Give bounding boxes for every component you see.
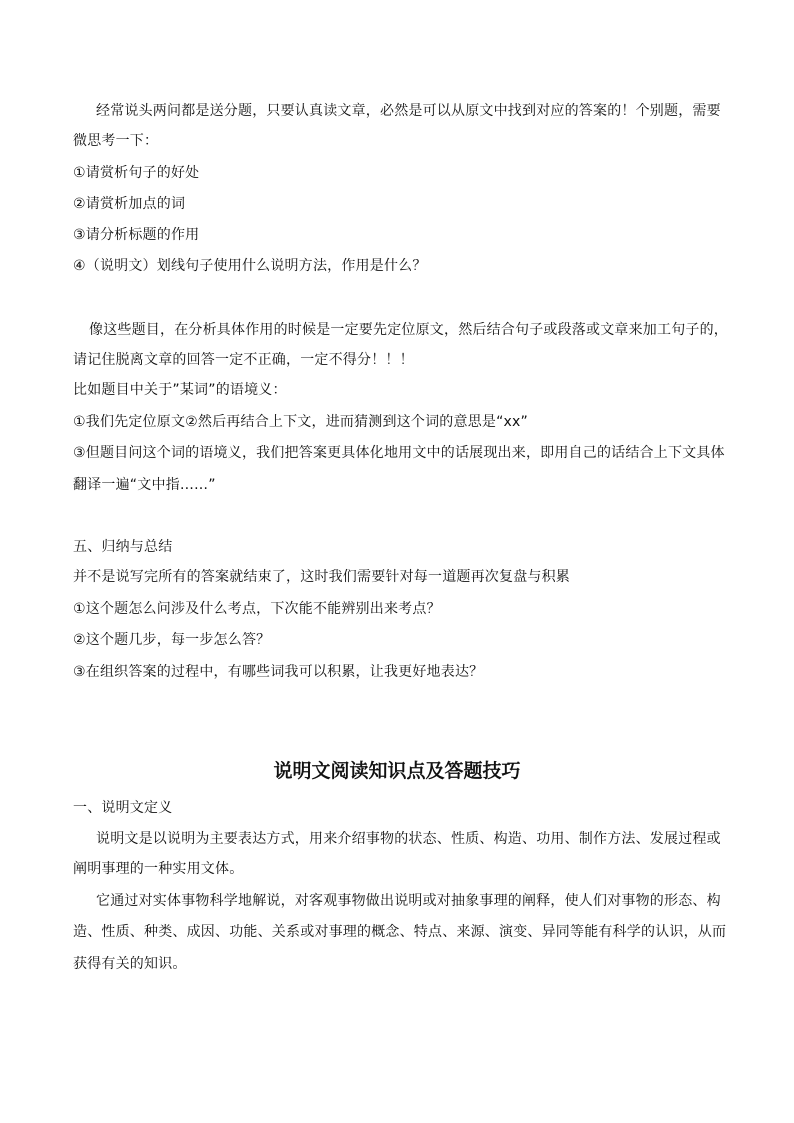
intro-paragraph-line-2: 微思考一下：	[73, 133, 159, 149]
summary-list-item: ②这个题几步，每一步怎么答？	[73, 632, 271, 648]
intro-list-item: ④（说明文）划线句子使用什么说明方法，作用是什么？	[73, 258, 427, 274]
intro-paragraph-line-1: 经常说头两问都是送分题，只要认真读文章，必然是可以从原文中找到对应的答案的！个别题，需要	[96, 103, 721, 119]
article-heading-definition: 一、说明文定义	[73, 800, 173, 816]
summary-paragraph-line-1: 并不是说写完所有的答案就结束了，这时我们需要针对每一道题再次复盘与积累	[73, 569, 570, 585]
position-paragraph-line-2: 请记住脱离文章的回答一定不正确，一定不得分！！！	[73, 352, 414, 368]
intro-list-item: ②请赏析加点的词	[73, 196, 186, 212]
article-paragraph-2-line-2: 造、性质、种类、成因、功能、关系或对事理的概念、特点、来源、演变、异同等能有科学的认识，从而	[73, 924, 727, 940]
summary-list-item: ③在组织答案的过程中，有哪些词我可以积累，让我更好地表达？	[73, 664, 484, 680]
article-paragraph-1-line-2: 阐明事理的一种实用文体。	[73, 861, 244, 877]
intro-list-item: ③请分析标题的作用	[73, 227, 200, 243]
article-paragraph-2-line-1: 它通过对实体事物科学地解说，对客观事物做出说明或对抽象事理的阐释，使人们对事物的形态、构	[96, 893, 721, 909]
position-paragraph-line-1: 像这些题目，在分析具体作用的时候是一定要先定位原文，然后结合句子或段落或文章来加工句子的，	[89, 322, 728, 338]
intro-list-item: ①请赏析句子的好处	[73, 165, 200, 181]
position-paragraph-line-5: ③但题目问这个词的语境义，我们把答案更具体化地用文中的话展现出来，即用自己的话结合上下文具体	[73, 445, 725, 461]
summary-heading: 五、归纳与总结	[73, 539, 173, 555]
article-title: 说明文阅读知识点及答题技巧	[273, 760, 521, 782]
position-paragraph-line-4: ①我们先定位原文②然后再结合上下文，进而猜测到这个词的意思是“xx”	[73, 414, 528, 430]
article-paragraph-1-line-1: 说明文是以说明为主要表达方式，用来介绍事物的状态、性质、构造、功用、制作方法、发展过程或	[96, 831, 721, 847]
summary-list-item: ①这个题怎么问涉及什么考点，下次能不能辨别出来考点？	[73, 601, 441, 617]
position-paragraph-line-3: 比如题目中关于”某词”的语境义：	[73, 382, 287, 398]
article-paragraph-2-line-3: 获得有关的知识。	[73, 956, 187, 972]
position-paragraph-line-6: 翻译一遍“文中指……”	[73, 477, 216, 493]
